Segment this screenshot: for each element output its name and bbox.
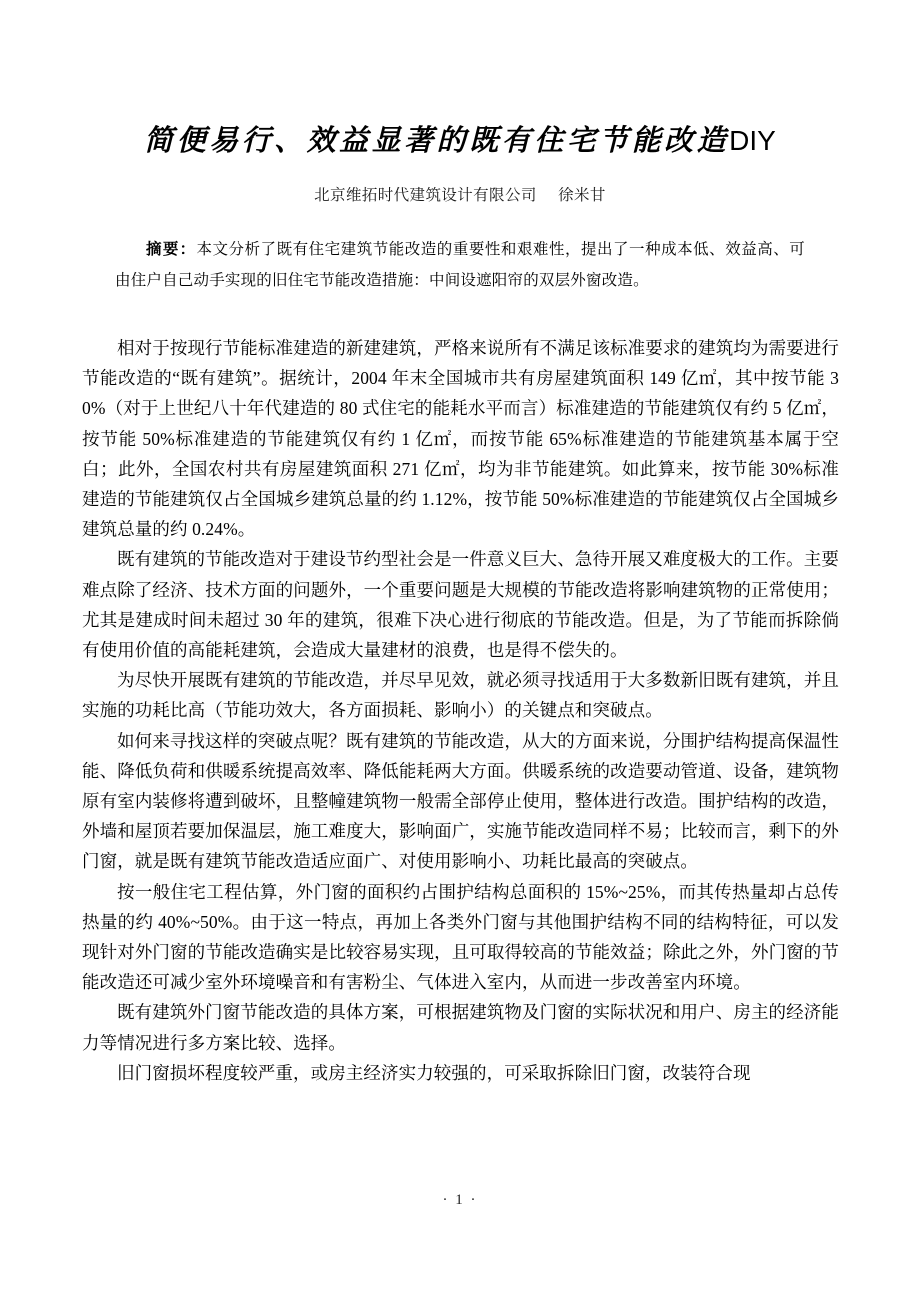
abstract bbox=[115, 234, 805, 296]
page-title-latin: DIY bbox=[729, 125, 776, 156]
body-paragraph: 既有建筑的节能改造对于建设节约型社会是一件意义巨大、急待开展又难度极大的工作。主要难点除了经济、技术方面的问题外，一个重要问题是大规模的节能改造将影响建筑物的正常使用；尤其是建成时间未超过 30 年的建筑，很难下决心进行彻底的节能改造。但是，为了节能而拆除倘有使用价值的高能耗建筑，会造成大量建材的浪费，也是得不偿失的。 bbox=[82, 549, 839, 661]
body-paragraph: 相对于按现行节能标准建造的新建建筑，严格来说所有不满足该标准要求的建筑均为需要进行节能改造的“既有建筑”。据统计，2004 年末全国城市共有房屋建筑面积 149 亿㎡，其中按节能 30%（对于上世纪八十年代建造的 80 式住宅的能耗水平而言）标准建造的节能建筑仅有约 5 亿㎡，按节能 50%标准建造的节能建筑仅有约 1 亿㎡，而按节能 65%标准建造的节能建筑基本属于空白；此外，全国农村共有房屋建筑面积 271 亿㎡，均为非节能建筑。如此算来，按节能 30%标准建造的节能建筑仅占全国城乡建筑总量的约 1.12%，按节能 50%标准建造的节能建筑仅占全国城乡建筑总量的约 0.24%。 bbox=[82, 338, 839, 540]
byline: 北京维拓时代建筑设计有限公司 徐米甘 bbox=[314, 187, 606, 204]
page-title bbox=[0, 122, 920, 158]
abstract-text: 本文分析了既有住宅建筑节能改造的重要性和艰难性，提出了一种成本低、效益高、可由住户自己动手实现的旧住宅节能改造措施：中间设遮阳帘的双层外窗改造。 bbox=[115, 241, 805, 289]
body-paragraph: 如何来寻找这样的突破点呢？既有建筑的节能改造，从大的方面来说，分围护结构提高保温性能、降低负荷和供暖系统提高效率、降低能耗两大方面。供暖系统的改造要动管道、设备，建筑物原有室内装修将遭到破坏，且整幢建筑物一般需全部停止使用，整体进行改造。围护结构的改造，外墙和屋顶若要加保温层，施工难度大，影响面广，实施节能改造同样不易；比较而言，剩下的外门窗，就是既有建筑节能改造适应面广、对使用影响小、功耗比最高的突破点。 bbox=[82, 730, 839, 872]
page-number: · 1 · bbox=[442, 1192, 478, 1208]
body-paragraph: 按一般住宅工程估算，外门窗的面积约占围护结构总面积的 15%~25%，而其传热量却占总传热量的约 40%~50%。由于这一特点，再加上各类外门窗与其他围护结构不同的结构特征，可以发现针对外门窗的节能改造确实是比较容易实现，且可取得较高的节能效益；除此之外，外门窗的节能改造还可减少室外环境噪音和有害粉尘、气体进入室内，从而进一步改善室内环境。 bbox=[82, 881, 839, 993]
body-paragraph: 旧门窗损坏程度较严重，或房主经济实力较强的，可采取拆除旧门窗，改装符合现 bbox=[117, 1062, 751, 1083]
body-text bbox=[82, 333, 839, 1088]
title-block bbox=[0, 122, 920, 158]
body-paragraph: 既有建筑外门窗节能改造的具体方案，可根据建筑物及门窗的实际状况和用户、房主的经济能力等情况进行多方案比较、选择。 bbox=[82, 1002, 839, 1053]
body-paragraph: 为尽快开展既有建筑的节能改造，并尽早见效，就必须寻找适用于大多数新旧既有建筑，并且实施的功耗比高（节能功效大，各方面损耗、影响小）的关键点和突破点。 bbox=[82, 670, 839, 721]
page-title-chinese: 简便易行、效益显著的既有住宅节能改造 bbox=[144, 123, 730, 157]
abstract-label: 摘要： bbox=[146, 241, 197, 258]
